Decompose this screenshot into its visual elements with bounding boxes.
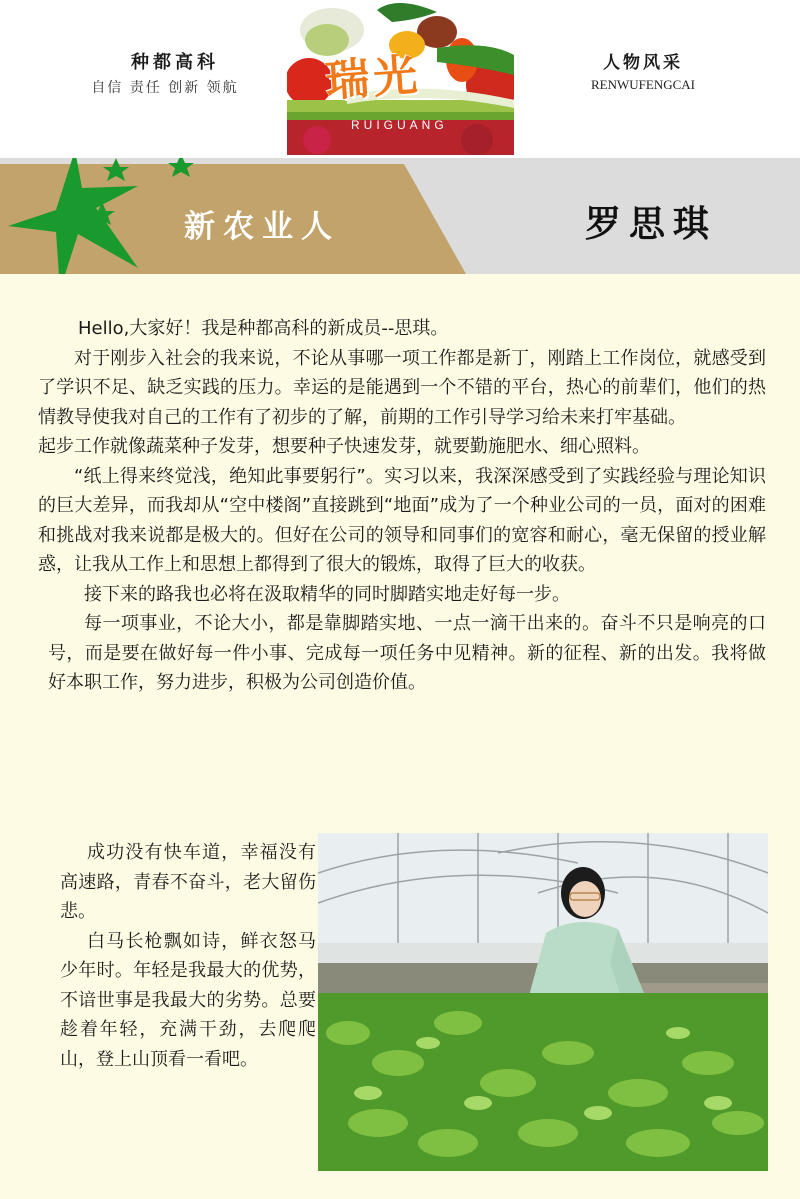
paragraph: 对于刚步入社会的我来说，不论从事哪一项工作都是新丁，刚踏上工作岗位，就感受到了学识不足、缺乏实践的压力。幸运的是能遇到一个不错的平台，热心的前辈们，他们的热情教导使我对自己的工作有了初步的了解，前期的工作引导学习给未来打牢基础。 (38, 347, 766, 428)
intro-paragraph: Hello,大家好！我是种都高科的新成员--思琪。 (78, 318, 449, 339)
paragraph: 起步工作就像蔬菜种子发芽，想要种子快速发芽，就要勤施肥水、细心照料。 (38, 436, 650, 457)
column-title: 人物风采 (603, 53, 683, 73)
article-body-lower (60, 838, 316, 1074)
paragraph: 每一项事业，不论大小，都是靠脚踏实地、一点一滴干出来的。奋斗不只是响亮的口号，而是要在做好每一件小事、完成每一项任务中见精神。新的征程、新的出发。我将做好本职工作，努力进步，积极为公司创造价值。 (48, 613, 766, 693)
company-name: 种都高科 (131, 52, 219, 73)
paragraph: 白马长枪飘如诗，鲜衣怒马少年时。年轻是我最大的优势，不谙世事是我最大的劣势。总要趁着年轻，充满干劲，去爬爬山，登上山顶看一看吧。 (60, 930, 316, 1070)
logo-subtitle: RUIGUANG (351, 118, 448, 132)
logo-title: 瑞光 (323, 49, 423, 108)
paragraph: 成功没有快车道，幸福没有高速路，青春不奋斗，老大留伤悲。 (60, 842, 316, 922)
section-title: 新农业人 (184, 209, 340, 245)
article-body (38, 314, 766, 698)
greenhouse-image (318, 833, 768, 1171)
ruiguang-logo (287, 0, 514, 155)
company-slogan: 自信 责任 创新 领航 (91, 80, 239, 96)
paragraph: 接下来的路我也必将在汲取精华的同时脚踏实地走好每一步。 (84, 583, 570, 605)
paragraph: “纸上得来终觉浅，绝知此事要躬行”。实习以来，我深深感受到了实践经验与理论知识的巨大差异，而我却从“空中楼阁”直接跳到“地面”成为了一个种业公司的一员，面对的困难和挑战对我来说都是极大的。但好在公司的领导和同事们的宽容和耐心，毫无保留的授业解惑，让我从工作上和思想上都得到了很大的锻炼，取得了巨大的收获。 (38, 465, 766, 575)
column-subtitle: RENWUFENGCAI (591, 77, 695, 92)
greenhouse-photo (318, 833, 768, 1171)
header (0, 0, 800, 158)
person-name: 罗思琪 (585, 203, 718, 245)
